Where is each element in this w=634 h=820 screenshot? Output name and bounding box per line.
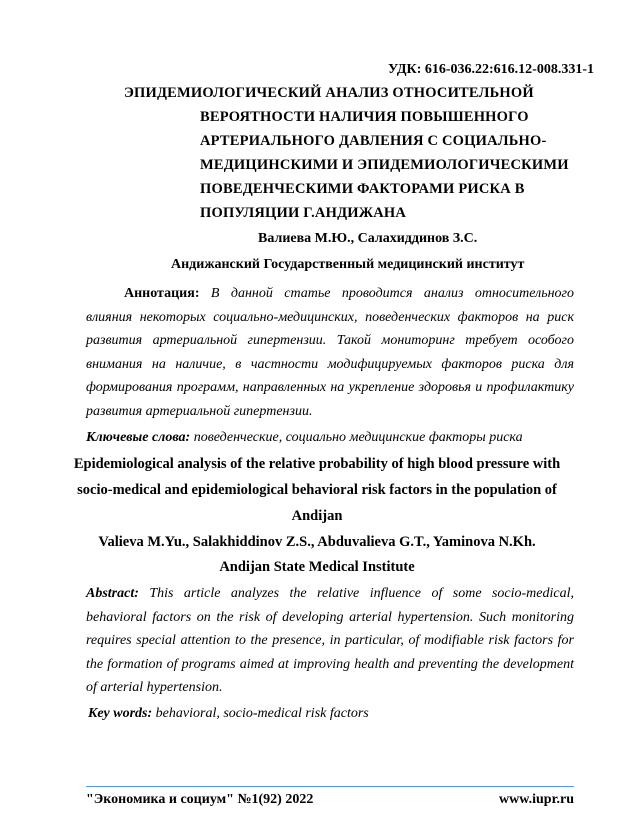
en-title-line-1: Epidemiological analysis of the relative probability of high blood pressure with bbox=[73, 456, 561, 472]
en-abstract-line-5: of arterial hypertension. bbox=[86, 680, 223, 696]
ru-annotation-line-1: В данной статье проводится анализ относительного bbox=[210, 286, 574, 301]
en-title-line-3: Andijan bbox=[291, 508, 343, 524]
footer-divider bbox=[86, 786, 574, 787]
ru-keywords-label: Ключевые слова: bbox=[86, 430, 191, 445]
en-keywords-label: Key words: bbox=[88, 706, 153, 721]
en-title-line-2: socio-medical and epidemiological behavioral risk factors in the population of bbox=[77, 482, 557, 498]
en-abstract-line-4: the formation of programs aimed at improving health and preventing the development bbox=[86, 656, 574, 672]
en-keywords bbox=[88, 706, 369, 722]
ru-title-line-3: АРТЕРИАЛЬНОГО ДАВЛЕНИЯ С СОЦИАЛЬНО- bbox=[200, 133, 547, 149]
ru-authors: Валиева М.Ю., Салахиддинов З.С. bbox=[258, 231, 478, 246]
footer-journal: "Экономика и социум" №1(92) 2022 bbox=[86, 792, 314, 807]
ru-title-line-4: МЕДИЦИНСКИМИ И ЭПИДЕМИОЛОГИЧЕСКИМИ bbox=[200, 157, 569, 173]
en-abstract bbox=[86, 582, 574, 700]
en-abstract-label: Abstract: bbox=[86, 586, 139, 601]
ru-keywords-text: поведенческие, социально медицинские факторы риска bbox=[193, 430, 523, 445]
ru-annotation-line-4: внимания на наличие, в частности модифицируемых факторов риска для bbox=[86, 356, 574, 372]
ru-title-line-6: ПОПУЛЯЦИИ Г.АНДИЖАНА bbox=[200, 205, 407, 221]
en-keywords-text: behavioral, socio-medical risk factors bbox=[155, 706, 369, 721]
en-abstract-line-3: requires special attention to the presence, in particular, of modifiable risk factors for bbox=[86, 633, 574, 649]
ru-annotation-line-6: развития артериальной гипертензии. bbox=[86, 403, 313, 419]
ru-keywords bbox=[86, 430, 523, 446]
ru-title-line-1: ЭПИДЕМИОЛОГИЧЕСКИЙ АНАЛИЗ ОТНОСИТЕЛЬНОЙ bbox=[124, 85, 534, 101]
en-institution: Andijan State Medical Institute bbox=[219, 559, 415, 575]
ru-annotation bbox=[86, 282, 574, 424]
ru-institution: Андижанский Государственный медицинский институт bbox=[171, 257, 525, 272]
ru-annotation-line-2: влияния некоторых социально-медицинских, поведенческих факторов на риск bbox=[86, 309, 574, 325]
ru-title-line-5: ПОВЕДЕНЧЕСКИМИ ФАКТОРАМИ РИСКА В bbox=[200, 181, 525, 197]
footer-website-link[interactable]: www.iupr.ru bbox=[499, 792, 574, 807]
ru-title-line-2: ВЕРОЯТНОСТИ НАЛИЧИЯ ПОВЫШЕННОГО bbox=[200, 109, 529, 125]
ru-annotation-line-3: развития артериальной гипертензии. Такой мониторинг требует особого bbox=[86, 333, 574, 349]
udc-code: УДК: 616-036.22:616.12-008.331-1 bbox=[388, 62, 594, 77]
ru-annotation-label: Аннотация: bbox=[124, 286, 200, 301]
en-authors: Valieva M.Yu., Salakhiddinov Z.S., Abduvalieva G.T., Yaminova N.Kh. bbox=[98, 534, 536, 550]
en-abstract-line-2: behavioral factors on the risk of developing arterial hypertension. Such monitoring bbox=[86, 609, 574, 625]
en-abstract-line-1: This article analyzes the relative influence of some socio-medical, bbox=[149, 586, 575, 601]
ru-annotation-line-5: формирования программ, направленных на укрепление здоровья и профилактику bbox=[86, 380, 574, 396]
